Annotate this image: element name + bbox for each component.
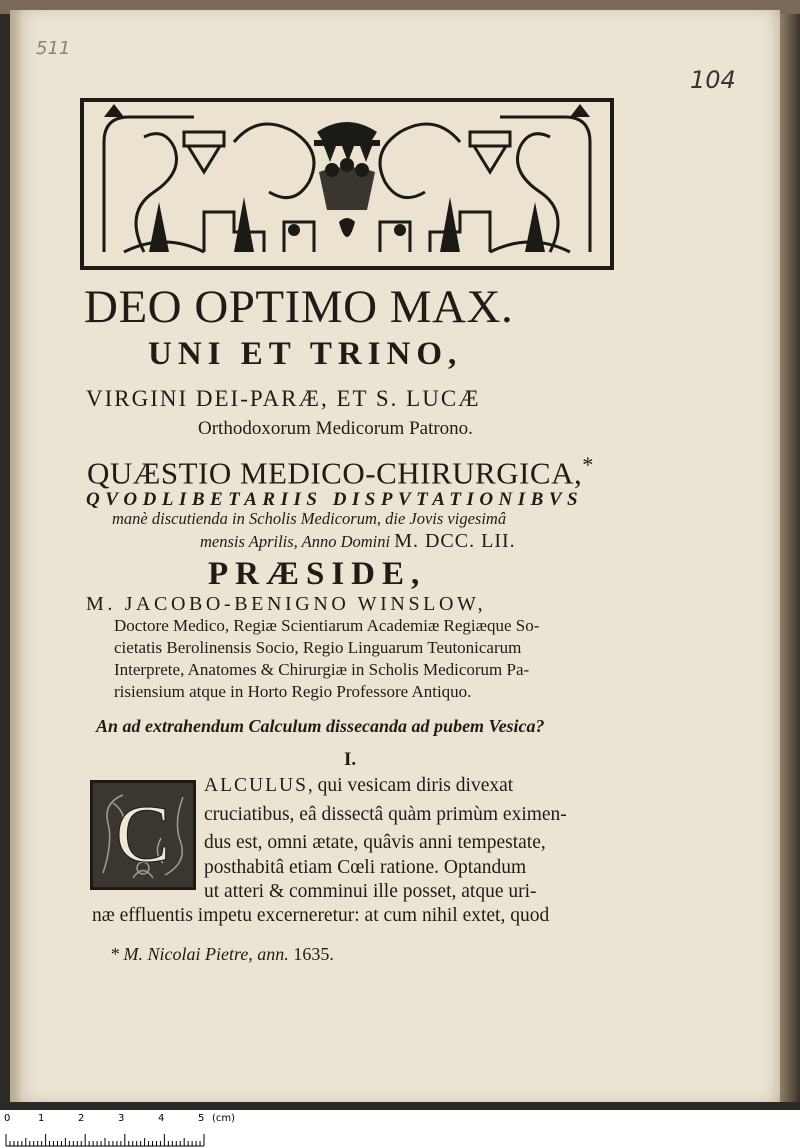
page-gutter-shadow [10,10,22,1102]
headpiece-ornament [80,98,614,270]
footnote-year: 1635. [293,944,334,964]
disputation-line-3 [200,530,516,553]
scale-label-1: 1 [38,1113,45,1124]
body-line-3: dus est, omni ætate, quâvis anni tempestate, [204,832,546,853]
body-line-2: cruciatibus, eâ dissectâ quàm primùm eximen- [204,804,567,825]
president-desc-2: cietatis Berolinensis Socio, Regio Linguarum Teutonicarum [114,638,522,657]
disputation-line-2: manè discutienda in Scholis Medicorum, die Jovis vigesimâ [112,509,507,528]
title-line-uni: UNI ET TRINO, [148,336,463,372]
praeside-heading: PRÆSIDE, [208,556,427,592]
disputation-date: mensis Aprilis, Anno Domini [200,532,391,551]
dropcap-letter: C [115,788,171,879]
scale-unit: (cm) [212,1113,236,1124]
thesis-question: An ad extrahendum Calculum dissecanda ad pubem Vesica? [96,716,545,736]
scale-label-3: 3 [118,1113,125,1124]
scale-ruler [0,1132,220,1148]
scale-label-0: 0 [4,1113,11,1124]
body-line-4: posthabitâ etiam Cœli ratione. Optandum [204,857,527,878]
scale-label-2: 2 [78,1113,85,1124]
footnote [110,944,334,965]
quaestio-text: QUÆSTIO MEDICO-CHIRURGICA, [87,455,583,491]
body-line-5: ut atteri & comminui ille posset, atque uri- [204,881,537,902]
page-edge [780,14,800,1102]
president-desc-1: Doctore Medico, Regiæ Scientiarum Academiæ Regiæque So- [114,616,540,635]
title-line-quaestio [87,452,594,491]
title-line-deo: DEO OPTIMO MAX. [84,281,514,333]
footnote-marker: * [582,452,594,477]
body-line-6: næ effluentis impetu excerneretur: at cum nihil extet, quod [92,905,550,926]
footnote-text: * M. Nicolai Pietre, ann. [110,944,289,964]
body-line-1 [204,775,513,797]
president-desc-3: Interprete, Anatomes & Chirurgiæ in Scholis Medicorum Pa- [114,660,530,679]
disputation-year: M. DCC. LII. [394,530,516,552]
manuscript-note-left: 511 [36,38,71,59]
scale-label-5: 5 [198,1113,205,1124]
measurement-scale [0,1110,800,1148]
body-line-1-caps: ALCULUS [204,775,308,796]
section-number: I. [344,749,357,770]
disputation-heading: QVODLIBETARIIS DISPVTATIONIBVS [86,489,584,510]
title-line-virgini: VIRGINI DEI-PARÆ, ET S. LUCÆ [86,386,481,411]
title-line-orthodoxorum: Orthodoxorum Medicorum Patrono. [198,418,473,439]
dropcap-ornament [90,780,196,890]
president-name: M. JACOBO-BENIGNO WINSLOW, [86,593,487,615]
body-line-1-rest: , qui vesicam diris divexat [307,775,514,796]
president-desc-4: risiensium atque in Horto Regio Professore Antiquo. [114,682,472,701]
scale-label-4: 4 [158,1113,165,1124]
manuscript-note-right: 104 [690,66,736,94]
